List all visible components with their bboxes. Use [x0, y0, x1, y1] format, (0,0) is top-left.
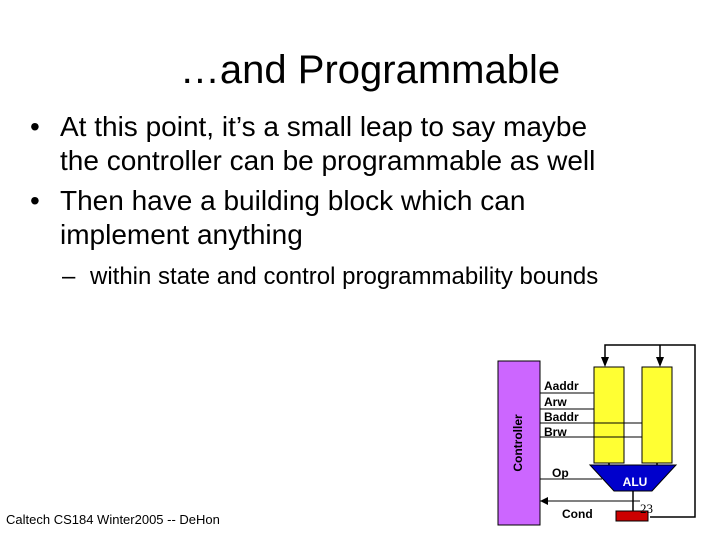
alu-label: ALU	[622, 475, 648, 489]
signal-label-arw: Arw	[544, 395, 567, 409]
bullet-item	[28, 184, 608, 252]
arrow-icon	[540, 497, 548, 505]
sub-bullet-item	[28, 262, 630, 292]
signal-label-brw: Brw	[544, 425, 567, 439]
arrow-icon	[656, 357, 664, 367]
bullet-list	[28, 110, 608, 292]
op-label: Op	[552, 466, 569, 480]
register-block-a	[594, 367, 624, 463]
datapath-diagram	[490, 335, 720, 540]
cond-label: Cond	[562, 507, 593, 521]
bullet-marker: •	[30, 185, 40, 216]
slide-title: …and Programmable	[179, 48, 561, 92]
controller-label: Controller	[511, 414, 525, 472]
sub-bullet-text: within state and control programmability bounds	[90, 263, 599, 290]
signal-label-aaddr: Aaddr	[544, 379, 579, 393]
register-block-b	[642, 367, 672, 463]
bullet-item	[28, 110, 608, 178]
bullet-marker: •	[30, 111, 40, 142]
bullet-text: At this point, it’s a small leap to say maybe the controller can be programmable as well	[60, 111, 596, 176]
slide-footer: Caltech CS184 Winter2005 -- DeHon	[6, 512, 220, 527]
page-number: 23	[640, 501, 653, 516]
arrow-icon	[601, 357, 609, 367]
sub-bullet-marker: –	[62, 263, 76, 290]
signal-label-baddr: Baddr	[544, 410, 579, 424]
bullet-text: Then have a building block which can implement anything	[60, 185, 526, 250]
